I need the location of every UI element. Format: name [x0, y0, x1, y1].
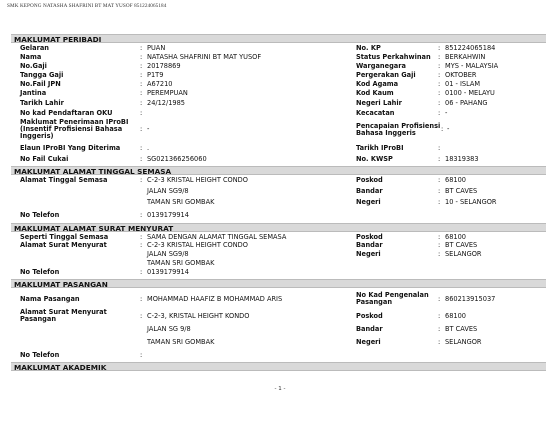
colon: :	[438, 89, 441, 97]
label-bandar-pasangan: Bandar	[356, 325, 383, 333]
value-tangga-gaji: P1T9	[147, 71, 164, 79]
colon: :	[140, 80, 143, 88]
value-kp-pasangan: 860213915037	[445, 295, 496, 303]
value-negeri: 10 - SELANGOR	[445, 198, 497, 206]
value-warganegara: MYS - MALAYSIA	[445, 62, 499, 70]
section-pasangan: MAKLUMAT PASANGAN	[11, 279, 546, 288]
value-negeri-surat: SELANGOR	[445, 250, 482, 258]
value-kecacatan: -	[445, 109, 448, 117]
colon: :	[438, 53, 441, 61]
label-iprobi-3: Inggeris)	[20, 132, 54, 140]
label-negeri: Negeri	[356, 198, 381, 206]
label-bandar: Bandar	[356, 187, 383, 195]
label-seperti-tinggal: Seperti Tinggal Semasa	[20, 233, 109, 241]
colon: :	[438, 233, 441, 241]
colon: :	[140, 53, 143, 61]
colon: :	[438, 71, 441, 79]
label-kp-pasangan-2: Pasangan	[356, 298, 393, 306]
label-tangga-gaji: Tangga Gaji	[20, 71, 64, 79]
colon: :	[140, 155, 143, 163]
section-alamat-tinggal: MAKLUMAT ALAMAT TINGGAL SEMASA	[11, 166, 546, 175]
label-no-gaji: No.Gaji	[20, 62, 47, 70]
value-gelaran: PUAN	[147, 44, 166, 52]
value-alamat-tinggal-2: JALAN SG9/8	[147, 187, 189, 195]
colon: :	[140, 62, 143, 70]
value-status-kahwin: BERKAHWIN	[445, 53, 486, 61]
colon: :	[438, 62, 441, 70]
label-no-telefon: No Telefon	[20, 211, 60, 219]
value-negeri-pasangan: SELANGOR	[445, 338, 482, 346]
label-nama: Nama	[20, 53, 42, 61]
label-no-kwsp: No. KWSP	[356, 155, 393, 163]
colon: :	[140, 89, 143, 97]
value-iprobi: -	[147, 125, 150, 133]
value-alamat-tinggal-3: TAMAN SRI GOMBAK	[147, 198, 215, 206]
page-number: - 1 -	[274, 386, 286, 392]
label-no-fail-cukai: No Fail Cukai	[20, 155, 69, 163]
label-bandar-surat: Bandar	[356, 241, 383, 249]
label-kod-kaum: Kod Kaum	[356, 89, 394, 97]
colon: :	[140, 71, 143, 79]
colon: :	[438, 155, 441, 163]
colon: :	[140, 176, 143, 184]
label-no-oku: No kad Pendaftaran OKU	[20, 109, 113, 117]
label-alamat-surat: Alamat Surat Menyurat	[20, 241, 107, 249]
value-tarikh-lahir: 24/12/1985	[147, 99, 186, 107]
colon: :	[438, 325, 441, 333]
label-gelaran: Gelaran	[20, 44, 49, 52]
label-no-kp: No. KP	[356, 44, 381, 52]
colon: :	[140, 44, 143, 52]
colon: :	[441, 125, 444, 133]
value-seperti-tinggal: SAMA DENGAN ALAMAT TINGGAL SEMASA	[147, 233, 287, 241]
colon: :	[438, 338, 441, 346]
colon: :	[438, 250, 441, 258]
value-alamat-surat-3: TAMAN SRI GOMBAK	[147, 259, 215, 267]
value-bandar-surat: BT CAVES	[445, 241, 478, 249]
label-poskod: Poskod	[356, 176, 383, 184]
colon: :	[438, 198, 441, 206]
colon: :	[140, 268, 143, 276]
label-no-telefon-pasangan: No Telefon	[20, 351, 60, 359]
value-nama: NATASHA SHAFRINI BT MAT YUSOF	[147, 53, 262, 61]
label-poskod-surat: Poskod	[356, 233, 383, 241]
value-alamat-surat-2: JALAN SG9/8	[147, 250, 189, 258]
colon: :	[140, 241, 143, 249]
colon: :	[438, 312, 441, 320]
label-iprobi-2: (Insentif Profisiensi Bahasa	[20, 125, 123, 133]
label-kod-agama: Kod Agama	[356, 80, 399, 88]
label-kecacatan: Kecacatan	[356, 109, 395, 117]
value-kod-agama: 01 - ISLAM	[445, 80, 481, 88]
value-no-telefon: 0139179914	[147, 211, 189, 219]
label-no-fail-jpn: No.Fail JPN	[20, 80, 61, 88]
label-alamat-pasangan-1: Alamat Surat Menyurat	[20, 308, 107, 316]
value-negeri-lahir: 06 - PAHANG	[445, 99, 488, 107]
value-bandar-pasangan: BT CAVES	[445, 325, 478, 333]
document-header: SMK KEPONG NATASHA SHAFRINI BT MAT YUSOF 851224065184	[7, 3, 167, 9]
colon: :	[438, 176, 441, 184]
value-pergerakan-gaji: OKTOBER	[445, 71, 477, 79]
label-no-telefon-surat: No Telefon	[20, 268, 60, 276]
value-poskod-pasangan: 68100	[445, 312, 466, 320]
colon: :	[140, 351, 143, 359]
value-poskod: 68100	[445, 176, 466, 184]
label-status-kahwin: Status Perkahwinan	[356, 53, 431, 61]
colon: :	[140, 99, 143, 107]
value-alamat-pasangan-2: JALAN SG 9/8	[147, 325, 191, 333]
colon: :	[140, 109, 143, 117]
label-alamat-pasangan-2: Pasangan	[20, 315, 57, 323]
value-kod-kaum: 0100 - MELAYU	[445, 89, 495, 97]
value-pencapaian: -	[447, 125, 450, 133]
section-akademik: MAKLUMAT AKADEMIK	[11, 362, 546, 371]
label-elaun: Elaun IProBI Yang Diterima	[20, 144, 121, 152]
colon: :	[438, 241, 441, 249]
colon: :	[438, 144, 441, 152]
label-iprobi-1: Maklumat Penerimaan IProBI	[20, 118, 129, 126]
value-poskod-surat: 68100	[445, 233, 466, 241]
colon: :	[438, 295, 441, 303]
label-negeri-surat: Negeri	[356, 250, 381, 258]
label-pencapaian-1: Pencapaian Profisiensi	[356, 122, 441, 130]
colon: :	[438, 44, 441, 52]
value-no-telefon-surat: 0139179914	[147, 268, 189, 276]
colon: :	[140, 312, 143, 320]
value-no-fail-jpn: A67210	[147, 80, 173, 88]
label-negeri-pasangan: Negeri	[356, 338, 381, 346]
label-kp-pasangan-1: No Kad Pengenalan	[356, 291, 429, 299]
label-pencapaian-2: Bahasa Inggeris	[356, 129, 416, 137]
value-alamat-surat-1: C-2-3 KRISTAL HEIGHT CONDO	[147, 241, 248, 249]
value-elaun: .	[147, 144, 150, 152]
label-tarikh-iprobi: Tarikh IProBI	[356, 144, 404, 152]
colon: :	[140, 211, 143, 219]
label-negeri-lahir: Negeri Lahir	[356, 99, 402, 107]
value-alamat-pasangan-1: C-2-3, KRISTAL HEIGHT KONDO	[147, 312, 250, 320]
label-pergerakan-gaji: Pergerakan Gaji	[356, 71, 416, 79]
section-alamat-surat: MAKLUMAT ALAMAT SURAT MENYURAT	[11, 223, 546, 232]
label-warganegara: Warganegara	[356, 62, 406, 70]
value-alamat-pasangan-3: TAMAN SRI GOMBAK	[147, 338, 215, 346]
colon: :	[140, 144, 143, 152]
label-nama-pasangan: Nama Pasangan	[20, 295, 80, 303]
value-alamat-tinggal-1: C-2-3 KRISTAL HEIGHT CONDO	[147, 176, 248, 184]
colon: :	[438, 80, 441, 88]
label-poskod-pasangan: Poskod	[356, 312, 383, 320]
label-jantina: Jantina	[20, 89, 47, 97]
value-nama-pasangan: MOHAMMAD HAAFIZ B MOHAMMAD ARIS	[147, 295, 283, 303]
value-jantina: PEREMPUAN	[147, 89, 188, 97]
value-no-gaji: 20178869	[147, 62, 181, 70]
label-alamat-tinggal: Alamat Tinggal Semasa	[20, 176, 108, 184]
colon: :	[438, 109, 441, 117]
colon: :	[140, 295, 143, 303]
colon: :	[140, 125, 143, 133]
colon: :	[438, 99, 441, 107]
value-no-fail-cukai: SG021366256060	[147, 155, 207, 163]
value-no-kwsp: 18319383	[445, 155, 479, 163]
colon: :	[438, 187, 441, 195]
colon: :	[140, 233, 143, 241]
label-tarikh-lahir: Tarikh Lahir	[20, 99, 64, 107]
section-peribadi: MAKLUMAT PERIBADI	[11, 34, 546, 43]
value-no-kp: 851224065184	[445, 44, 496, 52]
value-bandar: BT CAVES	[445, 187, 478, 195]
